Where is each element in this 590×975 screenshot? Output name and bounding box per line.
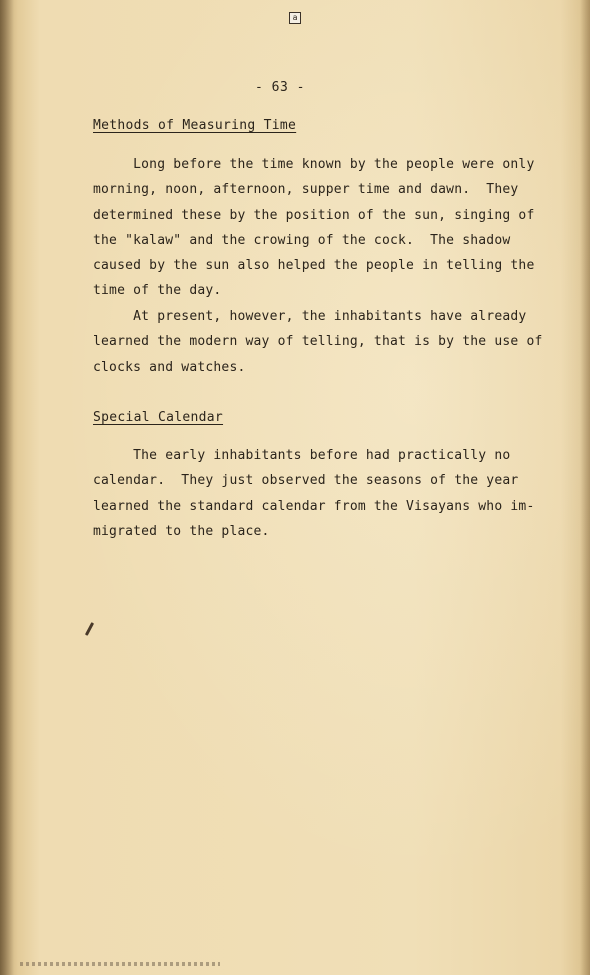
text-line: learned the standard calendar from the Visayans who im- <box>93 498 535 514</box>
text-line: determined these by the position of the sun, singing of <box>93 207 535 223</box>
section-heading-calendar: Special Calendar <box>93 410 224 425</box>
text-line: clocks and watches. <box>93 359 246 375</box>
page-edge-shadow <box>580 0 590 975</box>
page-number: - 63 - <box>255 80 305 95</box>
paragraph-calendar-1 <box>93 443 535 544</box>
text-line: migrated to the place. <box>93 523 270 539</box>
pen-mark <box>85 622 94 636</box>
corner-mark: a <box>289 12 301 24</box>
text-line: caused by the sun also helped the people in telling the <box>93 258 535 274</box>
text-line: Long before the time known by the people were only <box>93 157 535 172</box>
bottom-edge-marks <box>20 962 220 966</box>
text-line: At present, however, the inhabitants have already <box>93 309 527 324</box>
text-line: morning, noon, afternoon, supper time and dawn. They <box>93 182 519 198</box>
binding-shadow <box>0 0 14 975</box>
text-line: calendar. They just observed the seasons of the year <box>93 473 519 489</box>
section-heading-methods: Methods of Measuring Time <box>93 118 297 133</box>
text-line: The early inhabitants before had practically no <box>93 448 511 463</box>
text-line: the "kalaw" and the crowing of the cock. The shadow <box>93 232 511 248</box>
text-line: time of the day. <box>93 283 222 299</box>
text-line: learned the modern way of telling, that is by the use of <box>93 334 543 350</box>
paragraph-methods-2 <box>93 304 543 380</box>
paragraph-methods-1 <box>93 152 535 304</box>
